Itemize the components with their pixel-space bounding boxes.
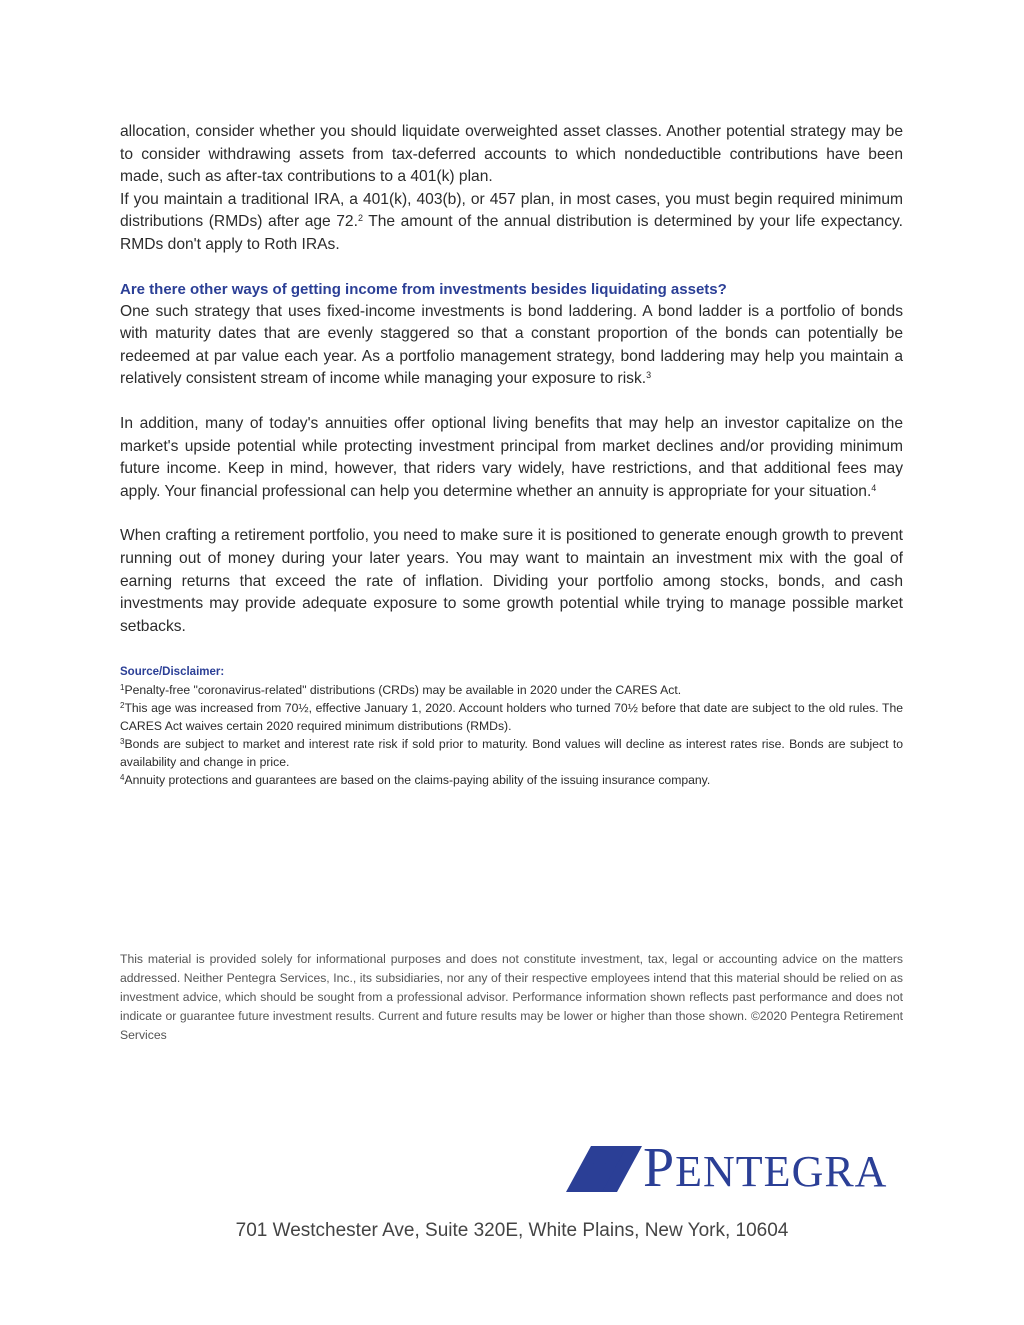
paragraph-allocation: allocation, consider whether you should liquidate overweighted asset classes. Another potential strategy may be to consider withdrawing assets from tax-deferred accounts to which nondeductible contributions have been made, such as after-tax contributions to a 401(k) plan. [120, 123, 903, 186]
footnote-1-mark: 1 [120, 683, 125, 693]
pentegra-logo [566, 1137, 906, 1199]
logo-rest: ENTEGRA [675, 1147, 888, 1196]
paragraph-annuities-text: In addition, many of today's annuities offer optional living benefits that may help an investor capitalize on the market's upside potential while protecting investment principal from market declines and/or providing minimum future income. Keep in mind, however, that riders vary widely, have restrictions, and that additional fees may apply. Your financial professional can help you determine whether an annuity is appropriate for your situation. [120, 414, 903, 500]
footnote-3 [120, 735, 903, 771]
sources-title: Source/Disclaimer: [120, 666, 225, 679]
paragraph-annuities [120, 413, 903, 503]
pentegra-stripes-mark-icon [566, 1145, 642, 1193]
footnote-2-mark: 2 [120, 701, 125, 711]
paragraph-rmd [120, 189, 903, 257]
paragraph-bond-ladder [120, 301, 903, 391]
legal-disclaimer: This material is provided solely for informational purposes and does not constitute investment, tax, legal or accounting advice on the matters addressed. Neither Pentegra Services, Inc., its subsidiaries, nor any of their respective employees intend that this material should be relied on as investment advice, which should be sought from a professional advisor. Performance information shown reflects past performance and does not indicate or guarantee future investment results. Current and future results may be lower or higher than those shown. ©2020 Pentegra Retirement Services [120, 952, 903, 1042]
footnote-3-text: Bonds are subject to market and interest rate risk if sold prior to maturity. Bond values will decline as interest rates rise. Bonds are subject to availability and change in price. [120, 737, 903, 770]
paragraph-rmd-text: If you maintain a traditional IRA, a 401(k), 403(b), or 457 plan, in most cases, you must begin required minimum distributions (RMDs) after age 72. [120, 190, 903, 231]
paragraph-rmd-text-2: The amount of the annual distribution is determined by your life expectancy. RMDs don't apply to Roth IRAs. [120, 213, 903, 253]
logo-initial: P [643, 1137, 676, 1199]
document-body [120, 121, 903, 789]
footnote-4 [120, 771, 903, 789]
footnote-3-mark: 3 [120, 737, 125, 747]
company-address: 701 Westchester Ave, Suite 320E, White Plains, New York, 10604 [235, 1220, 789, 1241]
footnote-2-text: This age was increased from 70½, effective January 1, 2020. Account holders who turned 70½ before that date are subject to the old rules. The CARES Act waives certain 2020 required minimum distributions (RMDs). [120, 701, 903, 734]
footnote-4-mark: 4 [120, 773, 125, 783]
section-question-heading: Are there other ways of getting income from investments besides liquidating assets? [120, 280, 727, 298]
footnote-1-text: Penalty-free "coronavirus-related" distributions (CRDs) may be available in 2020 under the CARES Act. [124, 683, 682, 698]
footnote-4-text: Annuity protections and guarantees are based on the claims-paying ability of the issuing insurance company. [124, 773, 711, 788]
paragraph-bond-ladder-text: One such strategy that uses fixed-income investments is bond laddering. A bond ladder is a portfolio of bonds with maturity dates that are evenly staggered so that a constant proportion of the bonds can potentially be redeemed at par value each year. As a portfolio management strategy, bond laddering may help you maintain a relatively consistent stream of income while managing your exposure to risk. [120, 302, 903, 388]
footnote-ref-4: 4 [871, 482, 877, 493]
footnote-2 [120, 699, 903, 735]
footnote-ref-2: 2 [357, 213, 363, 224]
footnote-1 [120, 681, 903, 699]
paragraph-retirement-portfolio: When crafting a retirement portfolio, you need to make sure it is positioned to generate enough growth to prevent running out of money during your later years. You may want to maintain an investment mix with the goal of earning returns that exceed the rate of inflation. Dividing your portfolio among stocks, bonds, and cash investments may provide adequate exposure to some growth potential while trying to manage possible market setbacks. [120, 527, 903, 635]
pentegra-wordmark [643, 1137, 888, 1199]
footnote-ref-3: 3 [646, 370, 652, 381]
